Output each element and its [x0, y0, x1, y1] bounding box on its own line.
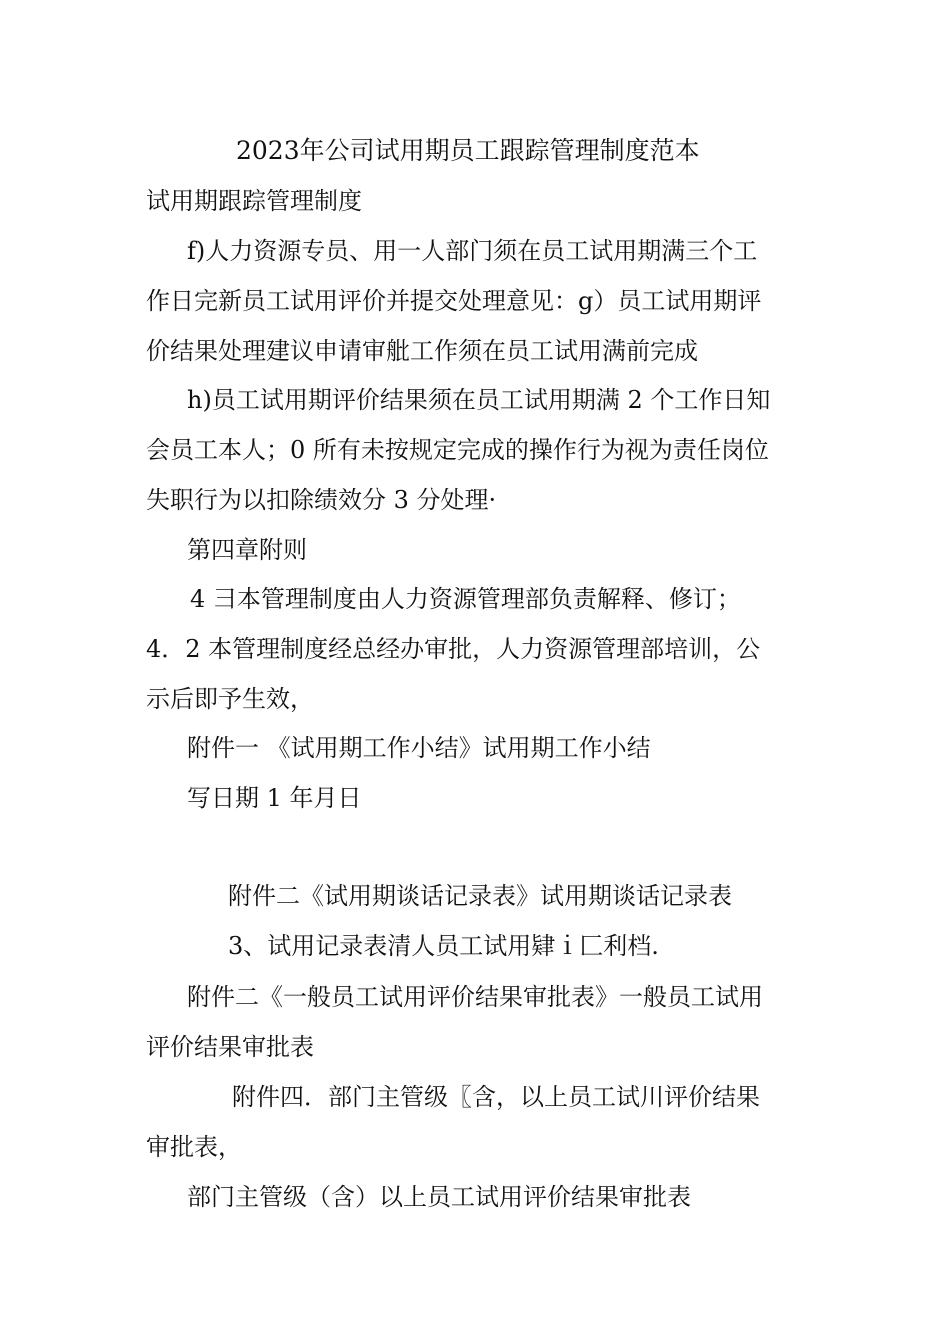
annex-2b-line-2: 评价结果审批表 — [146, 1033, 314, 1061]
paragraph-h-line-2: 会员工本人；0 所有未按规定完成的操作行为视为责任岗位 — [146, 436, 769, 464]
clause-4-line-3: 示后即予生效， — [146, 685, 314, 713]
annex-1-heading: 附件一 《试用期工作小结》试用期工作小结 — [187, 734, 651, 762]
paragraph-h-line-3: 失职行为以扣除绩效分 3 分处理· — [146, 486, 497, 514]
annex-4-line-1: 附件四．部门主管级〖含，以上员工试川评价结果 — [232, 1083, 760, 1111]
annex-4-line-2: 审批表， — [146, 1133, 242, 1161]
annex-2b-line-1: 附件二《一般员工试用评价结果审批表》一般员工试用 — [187, 983, 763, 1011]
date-line: 写日期 1 年月日 — [187, 784, 362, 812]
clause-4-line-2: 4．2 本管理制度经总经办审批，人力资源管理部培训，公 — [146, 635, 761, 663]
final-line: 部门主管级（含）以上员工试用评价结果审批表 — [187, 1183, 691, 1211]
paragraph-f-line-1: f)人力资源专员、用一人部门须在员工试用期满三个工 — [187, 237, 758, 265]
item-3: 3、试用记录表清人员工试用肄ｉ匚利档. — [228, 932, 659, 960]
paragraph-f-line-3: 价结果处理建议申请审舭工作须在员工试用满前完成 — [146, 337, 698, 365]
paragraph-f-line-2: 作日完新员工试用评价并提交处理意见：g）员工试用期评 — [146, 287, 762, 315]
annex-2-heading: 附件二《试用期谈话记录表》试用期谈话记录表 — [228, 882, 732, 910]
document-title: 2023年公司试用期员工跟踪管理制度范本 — [236, 136, 700, 165]
chapter-heading: 第四章附则 — [187, 536, 307, 564]
document-subtitle: 试用期跟踪管理制度 — [146, 187, 362, 215]
paragraph-h-line-1: h)员工试用期评价结果须在员工试用期满 2 个工作日知 — [187, 386, 771, 414]
clause-4-line-1: 4 彐本管理制度由人力资源管理部负责解释、修订； — [190, 585, 741, 613]
